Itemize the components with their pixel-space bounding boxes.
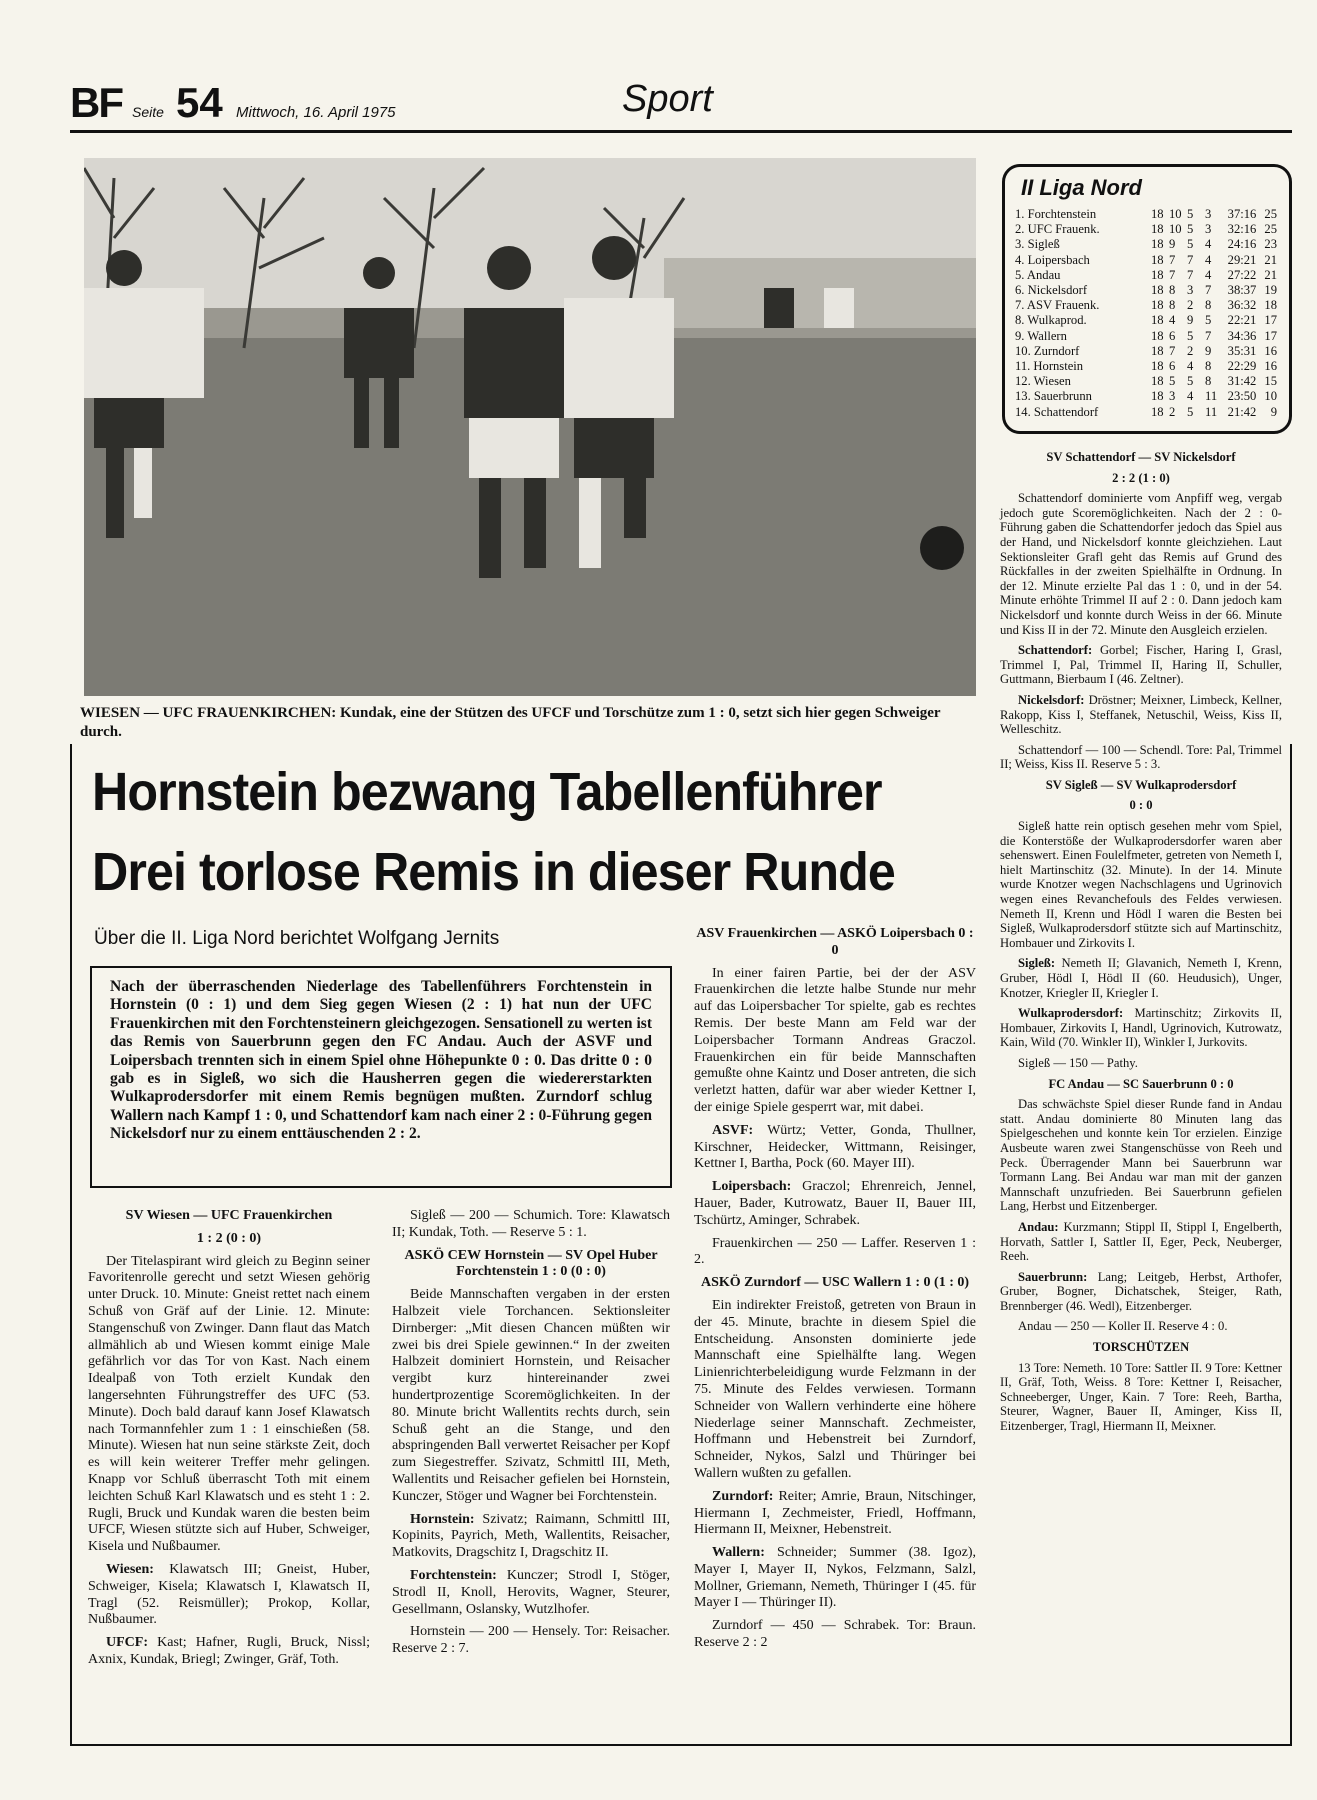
team-label: Sigleß: [1018, 956, 1056, 971]
draws: 5 [1187, 404, 1194, 419]
lineup-players: Kunczer; Strodl I, Stöger, Strodl II, Knoll, Herovits, Wagner, Steurer, Gesellmann, Oslansky, Wutzlhofer. [392, 1567, 671, 1617]
losses: 3 [1205, 207, 1212, 221]
losses: 11 [1205, 389, 1218, 404]
draws: 3 [1187, 283, 1194, 298]
games-played: 18 [1151, 389, 1164, 404]
match-photo [84, 158, 976, 696]
goal-ratio: 22:29 [1227, 359, 1257, 374]
points: 21 [1264, 267, 1277, 282]
match-report: Beide Mannschaften vergaben in der ersten Halbzeit viele Torchancen. Sektionsleiter Dirnberger: „Mit diesen Chancen müßten wir zwei bis drei Spiele gewinnen.“ In der zweiten Halbzeit dominiert Hornstein, und Reisacher vergibt kurz hintereinander zwei hundertprozentige Scoremöglichkeiten. In der 80. Minute bricht Wallentits rechts durch, sein Schuß geht an die Stange, und den abspringenden Ball verwertet Reisacher per Kopf zum Siegestreffer. Szivatz, Schmittl III, Meth, Wallentits und Reisacher gefielen bei Hornstein, Kunczer, Stöger und Wagner bei Forchtenstein. [392, 1287, 670, 1504]
wins: 2 [1169, 404, 1176, 419]
points: 17 [1264, 328, 1277, 343]
lineup [1000, 956, 1282, 1000]
points: 9 [1270, 404, 1277, 419]
lineup [1000, 643, 1282, 687]
games-played: 18 [1151, 328, 1164, 343]
draws: 9 [1187, 313, 1194, 328]
goal-ratio: 32:16 [1227, 222, 1257, 237]
points: 18 [1264, 298, 1277, 313]
table-row [1015, 268, 1279, 283]
table-row [1015, 359, 1279, 374]
lineup [694, 1545, 976, 1612]
lineup [1000, 1006, 1282, 1050]
headline-line-1: Hornstein bezwang Tabellenführer [92, 762, 882, 822]
page-label: Seite [132, 104, 164, 120]
goal-ratio: 31:42 [1227, 374, 1257, 389]
team-label: Hornstein: [410, 1511, 475, 1527]
match-score: 0 : 0 [1129, 798, 1153, 813]
goal-ratio: 37:16 [1227, 207, 1257, 221]
team-name: 10. Zurndorf [1015, 343, 1080, 358]
losses: 3 [1205, 222, 1212, 237]
table-row [1015, 237, 1279, 252]
games-played: 18 [1151, 298, 1164, 313]
match-report: In einer fairen Partie, bei der der ASV Frauenkirchen die letzte halbe Stunde nur mehr auf das Loipersbacher Tor spielte, gab es rechtes Remis. Der beste Mann am Feld war der Loipersbacher Tormann Andreas Graczol. Frauenkirchen ein für beide Mannschaften gemußte ohne Kaintz und Doser antreten, die sich verletzt hatten, dafür war aber wieder Kettner I, der einige Spiele gesperrt war, mit dabei. [694, 965, 976, 1115]
losses: 4 [1205, 267, 1212, 282]
goal-ratio: 27:22 [1227, 267, 1257, 282]
team-label: Wiesen: [106, 1561, 154, 1577]
table-row [1015, 405, 1279, 420]
lineup [694, 1489, 976, 1539]
wins: 9 [1169, 237, 1176, 252]
column-3 [694, 926, 976, 1658]
byline: Über die II. Liga Nord berichtet Wolfgang Jernits [94, 928, 500, 949]
games-played: 18 [1151, 267, 1164, 282]
newspaper-logo: BF [70, 79, 122, 126]
wins: 3 [1169, 389, 1176, 404]
lineup-players: Nemeth II; Glavanich, Nemeth I, Krenn, Gruber, Hödl I, Hödl II (60. Heudusich), Unger, Knotzer, Kriegler II, Kriegler I. [1000, 956, 1282, 1000]
losses: 7 [1205, 328, 1212, 343]
team-name: 9. Wallern [1015, 328, 1067, 343]
team-name: 7. ASV Frauenk. [1015, 298, 1100, 313]
draws: 5 [1187, 207, 1194, 221]
draws: 7 [1187, 252, 1194, 267]
games-played: 18 [1151, 222, 1164, 237]
wins: 8 [1169, 298, 1176, 313]
attendance-line: Frauenkirchen — 250 — Laffer. Reserven 1 : 2. [694, 1235, 976, 1268]
wins: 7 [1169, 343, 1176, 358]
scorers-title: TORSCHÜTZEN [1092, 1340, 1190, 1355]
lineup [1000, 693, 1282, 737]
match-score: 1 : 2 (0 : 0) [196, 1230, 262, 1246]
match-title: SV Sigleß — SV Wulkaprodersdorf [1045, 777, 1237, 792]
table-row [1015, 329, 1279, 344]
table-row [1015, 344, 1279, 359]
team-label: Loipersbach: [712, 1179, 792, 1195]
match-title: ASKÖ Zurndorf — USC Wallern 1 : 0 (1 : 0) [700, 1275, 970, 1291]
lineup-players: Szivatz; Raimann, Schmittl III, Kopinits, Payrich, Meth, Wallentits, Reisacher, Matkovits, Dragschitz I, Dragschitz II. [392, 1511, 671, 1561]
lineup [392, 1568, 670, 1618]
losses: 8 [1205, 359, 1212, 374]
team-label: Andau: [1018, 1219, 1059, 1234]
goal-ratio: 36:32 [1227, 298, 1257, 313]
match-title: SV Wiesen — UFC Frauenkirchen [125, 1208, 333, 1223]
team-name: 11. Hornstein [1015, 359, 1084, 374]
team-label: Wulkaprodersdorf: [1018, 1006, 1124, 1021]
match-score: 2 : 2 (1 : 0) [1112, 470, 1170, 485]
wins: 7 [1169, 267, 1176, 282]
match-title: SV Schattendorf — SV Nickelsdorf [1046, 450, 1236, 464]
team-name: 13. Sauerbrunn [1015, 389, 1092, 404]
lineup-players: Reiter; Amrie, Braun, Nitschinger, Hiermann I, Zechmeister, Friedl, Hoffmann, Hiermann II, Meixner, Hebenstreit. [694, 1488, 977, 1538]
losses: 9 [1205, 343, 1212, 358]
lineup-players: Würtz; Vetter, Gonda, Thullner, Kirschner, Heidecker, Wittmann, Reisinger, Kettner I, Bartha, Pock (60. Mayer III). [694, 1122, 976, 1172]
match-title: ASKÖ CEW Hornstein — SV Opel Huber Forchtenstein 1 : 0 (0 : 0) [404, 1247, 658, 1280]
points: 23 [1264, 237, 1277, 252]
losses: 7 [1205, 283, 1212, 298]
attendance-line: Andau — 250 — Koller II. Reserve 4 : 0. [1018, 1319, 1228, 1334]
photo-illustration [84, 158, 976, 696]
team-name: 4. Loipersbach [1015, 252, 1090, 267]
draws: 5 [1187, 237, 1194, 252]
match-title: ASV Frauenkirchen — ASKÖ Loipersbach 0 : 0 [696, 926, 974, 958]
photo-caption: WIESEN — UFC FRAUENKIRCHEN: Kundak, eine der Stützen des UFCF und Torschütze zum 1 : 0, setzt sich hier gegen Schweiger durch. [80, 705, 941, 740]
attendance-line: Sigleß — 200 — Schumich. Tore: Klawatsch II; Kundak, Toth. — Reserve 5 : 1. [392, 1208, 670, 1240]
section-title: Sport [622, 78, 713, 120]
attendance-line: Schattendorf — 100 — Schendl. Tore: Pal, Trimmel II; Weiss, Kiss II. Reserve 5 : 3. [1000, 742, 1282, 772]
points: 16 [1264, 343, 1277, 358]
points: 17 [1264, 313, 1277, 328]
games-played: 18 [1151, 343, 1164, 358]
goal-ratio: 23:50 [1227, 389, 1257, 404]
points: 25 [1264, 222, 1277, 237]
match-report: Das schwächste Spiel dieser Runde fand in Andau statt. Andau dominierte 80 Minuten lang das Spielgeschehen und konnte kein Tor erzielen. Einzige Ausbeute waren zwei Stangenschüsse von Reeh und Peck. Überragender Mann bei Sauerbrunn war Tormann Lang. Bei Andau war man mit der ganzen Mannschaft unzufrieden. Bei Sauerbrunn gefielen Lang, Herbst und Eitzenberger. [1000, 1097, 1282, 1214]
goal-ratio: 24:16 [1227, 237, 1257, 252]
table-row [1015, 283, 1279, 298]
lineup [694, 1123, 976, 1173]
games-played: 18 [1151, 404, 1164, 419]
wins: 10 [1169, 222, 1182, 237]
team-name: 3. Sigleß [1015, 237, 1060, 252]
lineup [1000, 1270, 1282, 1314]
team-name: 6. Nickelsdorf [1015, 283, 1088, 298]
goal-ratio: 29:21 [1227, 252, 1257, 267]
wins: 7 [1169, 252, 1176, 267]
wins: 6 [1169, 359, 1176, 374]
team-name: 5. Andau [1015, 267, 1061, 282]
team-label: UFCF: [106, 1635, 148, 1651]
lineup [88, 1562, 370, 1629]
lineup [88, 1635, 370, 1669]
match-report: Schattendorf dominierte vom Anpfiff weg, vergab jedoch gute Scoremöglichkeiten. Nach der 2 : 0-Führung gaben die Schattendorfer jedoch das Spiel aus der Hand, und Nickelsdorf konnte gleichziehen. Laut Sektionsleiter Grafl geht das Remis auf Grund des Rückfalles in der zweiten Spielhälfte in Ordnung. In der 12. Minute erzielte Pal das 1 : 0, und in der 54. Minute erhöhte Trimmel II auf 2 : 0. Dann jedoch kam Nickelsdorf und konnte durch Weiss in der 66. Minute und Kiss II in der 72. Minute den Ausgleich erzielen. [1000, 491, 1282, 637]
games-played: 18 [1151, 313, 1164, 328]
losses: 8 [1205, 298, 1212, 313]
lineup-players: Graczol; Ehrenreich, Jennel, Hauer, Bader, Kutrowatz, Bauer II, Bauer III, Tschürtz, Aminger, Schrabek. [694, 1179, 976, 1228]
table-row [1015, 298, 1279, 313]
games-played: 18 [1151, 359, 1164, 374]
wins: 6 [1169, 328, 1176, 343]
points: 25 [1264, 207, 1277, 221]
lineup-players: Kurzmann; Stippl II, Stippl I, Engelberth, Horvath, Sattler I, Sattler II, Eger, Peck, Neuberger, Reeh. [1000, 1219, 1282, 1264]
games-played: 18 [1151, 252, 1164, 267]
column-2 [392, 1208, 670, 1664]
header-rule [70, 130, 1292, 133]
draws: 5 [1187, 328, 1194, 343]
losses: 5 [1205, 313, 1212, 328]
points: 19 [1264, 283, 1277, 298]
wins: 10 [1169, 207, 1182, 221]
league-table-title: II Liga Nord [1021, 175, 1142, 200]
games-played: 18 [1151, 237, 1164, 252]
table-row [1015, 389, 1279, 404]
wins: 5 [1169, 374, 1176, 389]
lineup-players: Dröstner; Meixner, Limbeck, Kellner, Rakopp, Kiss I, Steffanek, Netuschil, Weiss, Kiss II, Welleschitz. [1000, 692, 1282, 737]
lineup-players: Kast; Hafner, Rugli, Bruck, Nissl; Axnix, Kundak, Briegl; Zwinger, Gräf, Toth. [88, 1635, 370, 1667]
draws: 7 [1187, 267, 1194, 282]
column-1 [88, 1208, 370, 1675]
league-table [1002, 164, 1292, 434]
losses: 4 [1205, 252, 1212, 267]
goal-ratio: 21:42 [1227, 404, 1257, 419]
lineup-players: Schneider; Summer (38. Igoz), Mayer I, Mayer II, Nykos, Felzmann, Salzl, Mollner, Griemann, Nemeth, Thüringer I (45. für Mayer I — Thüringer II). [694, 1545, 977, 1611]
draws: 4 [1187, 359, 1194, 374]
games-played: 18 [1151, 374, 1164, 389]
table-row [1015, 253, 1279, 268]
lineup [392, 1512, 670, 1562]
match-report: Ein indirekter Freistoß, getreten von Braun in der 45. Minute, brachte in diesem Spiel die Entscheidung. Ansonsten dominierte jede Mannschaft eine Spielhälfte lang. Wegen Linienrichterbeleidigung wurde Felzmann in der 75. Minute des Feldes verwiesen. Tormann Schneider von Wallern verhinderte eine höhere Niederlage seiner Mannschaft. Zechmeister, Hoffmann und Hebenstreit bei Zurndorf, Schneider, Nykos, Salzl und Thüringer bei Wallern wußten zu gefallen. [694, 1297, 976, 1481]
goal-ratio: 35:31 [1227, 343, 1257, 358]
team-name: 8. Wulkaprod. [1015, 313, 1087, 328]
wins: 8 [1169, 283, 1176, 298]
lineup [694, 1179, 976, 1229]
points: 15 [1264, 374, 1277, 389]
scorers-list: 13 Tore: Nemeth. 10 Tore: Sattler II. 9 Tore: Kettner II, Gräf, Toth, Weiss. 8 Tore: Kettner I, Reisacher, Schneeberger, Unger, Kain. 7 Tore: Reeh, Bartha, Steurer, Wagner, Bauer II, Aminger, Kiss II, Eitzenberger, Tragl, Hiermann II, Meixner. [1000, 1360, 1282, 1434]
column-4 [1000, 450, 1282, 1440]
losses: 4 [1205, 237, 1212, 252]
team-label: Wallern: [712, 1545, 765, 1561]
lineup-players: Martinschitz; Zirkovits II, Hombauer, Zirkovits I, Handl, Ugrinovich, Kutrowatz, Kain, Wild (70. Winkler II), Winkler I, Jurkovits. [1000, 1006, 1282, 1050]
team-name: 12. Wiesen [1015, 374, 1071, 389]
goal-ratio: 38:37 [1227, 283, 1257, 298]
points: 21 [1264, 252, 1277, 267]
attendance-line: Hornstein — 200 — Hensely. Tor: Reisacher. Reserve 2 : 7. [392, 1624, 670, 1657]
match-title: FC Andau — SC Sauerbrunn 0 : 0 [1048, 1076, 1234, 1091]
draws: 5 [1187, 374, 1194, 389]
goal-ratio: 22:21 [1227, 313, 1257, 328]
points: 16 [1264, 359, 1277, 374]
draws: 4 [1187, 389, 1194, 404]
team-name: 2. UFC Frauenk. [1015, 222, 1100, 237]
team-name: 1. Forchtenstein [1015, 207, 1097, 221]
match-report: Sigleß hatte rein optisch gesehen mehr vom Spiel, die Konterstöße der Wulkaprodersdorfer waren aber sehenswert. Einen Foulelfmeter, getreten von Nemeth I, hielt Martinschitz (32. Minute). In der 14. Minute wurde Knotzer wegen Nachschlagens und Ugrinovich wegen eines Revanchefouls des Feldes verwiesen. Nemeth II, Krenn und Hödl I waren die Besten bei Sigleß, Wulkaprodersdorf stützte sich auf Martinschitz, Hombauer und Zirkovits I. [1000, 819, 1282, 950]
team-label: Sauerbrunn: [1018, 1269, 1088, 1284]
team-label: Forchtenstein: [410, 1567, 497, 1583]
team-label: Nickelsdorf: [1018, 692, 1085, 707]
league-table-rows [1015, 207, 1279, 420]
losses: 11 [1205, 404, 1218, 419]
losses: 8 [1205, 374, 1212, 389]
table-row [1015, 222, 1279, 237]
lineup-players: Klawatsch III; Gneist, Huber, Schweiger, Kisela; Klawatsch I, Klawatsch II, Tragl (52. Reismüller); Prokop, Kollar, Nußbaumer. [88, 1561, 371, 1628]
draws: 2 [1187, 343, 1194, 358]
table-row [1015, 313, 1279, 328]
table-row [1015, 207, 1279, 222]
lineup-players: Gorbel; Fischer, Haring I, Grasl, Trimmel I, Pal, Trimmel II, Haring II, Schuller, Guttmann, Bierbaum I (46. Zeltner). [1000, 643, 1282, 687]
headline-line-2: Drei torlose Remis in dieser Runde [92, 842, 895, 902]
page-number: 54 [176, 79, 223, 126]
games-played: 18 [1151, 207, 1164, 221]
goal-ratio: 34:36 [1227, 328, 1257, 343]
table-row [1015, 374, 1279, 389]
team-label: Schattendorf: [1018, 643, 1093, 658]
wins: 4 [1169, 313, 1176, 328]
team-name: 14. Schattendorf [1015, 404, 1099, 419]
games-played: 18 [1151, 283, 1164, 298]
team-label: Zurndorf: [712, 1488, 774, 1504]
team-label: ASVF: [712, 1122, 754, 1138]
match-report: Der Titelaspirant wird gleich zu Beginn seiner Favoritenrolle gerecht und setzt Wiesen gehörig unter Druck. 10. Minute: Gneist rettet nach einem Schuß von Gräf auf der Linie. 12. Minute: Stangenschuß von Zwinger. Dann flaut das Match allmählich ab und Wiesen kommt einige Male gefährlich vor das Tor von Kast. Nach einem Idealpaß von Toth erzielt Kundak den langersehnten Führungstreffer des UFC (53. Minute). Doch bald darauf kann Josef Klawatsch nach Tormannfehler zum 1 : 1 einschießen (58. Minute). Wiesen hat nun seine stärkste Zeit, doch es will kein weiterer Treffer mehr gelingen. Knapp vor Schluß überrascht Toth mit einem leichten Schuß Karl Klawatsch und es steht 1 : 2. Rugli, Bruck und Kundak waren die besten beim UFCF, Wiesen stützte sich auf Huber, Schweiger, Kisela und Nußbaumer. [88, 1253, 370, 1555]
attendance-line: Sigleß — 150 — Pathy. [1018, 1055, 1138, 1070]
attendance-line: Zurndorf — 450 — Schrabek. Tor: Braun. Reserve 2 : 2 [694, 1618, 976, 1651]
issue-date: Mittwoch, 16. April 1975 [236, 104, 396, 121]
points: 10 [1264, 389, 1277, 404]
article-headline [92, 752, 918, 912]
draws: 5 [1187, 222, 1194, 237]
intro-box: Nach der überraschenden Niederlage des Tabellenführers Forchtenstein in Hornstein (0 : 1) und dem Sieg gegen Wiesen (2 : 1) hat nun der UFC Frauenkirchen mit den Forchtensteinern gleichgezogen. Sensationell zu werten ist das Remis von Sauerbrunn gegen den FC Andau. Auch der ASVF und Loipersbach trennten sich in einem Spiel ohne Höhepunkte 0 : 0. Das dritte 0 : 0 gab es in Sigleß, wo sich die Hausherren gegen die wiedererstarkten Wulkaprodersdorfer mit einem Remis begnügen mußten. Zurndorf schlug Wallern nach Kampf 1 : 0, und Schattendorf kam nach einer 2 : 0-Führung gegen Nickelsdorf nur zu einem enttäuschenden 2 : 2. [90, 966, 672, 1188]
lineup [1000, 1220, 1282, 1264]
lineup-players: Lang; Leitgeb, Herbst, Arthofer, Gruber, Bogner, Dichatschek, Steiger, Rath, Brennberger (46. Wedl), Eitzenberger. [1000, 1269, 1282, 1313]
draws: 2 [1187, 298, 1194, 313]
